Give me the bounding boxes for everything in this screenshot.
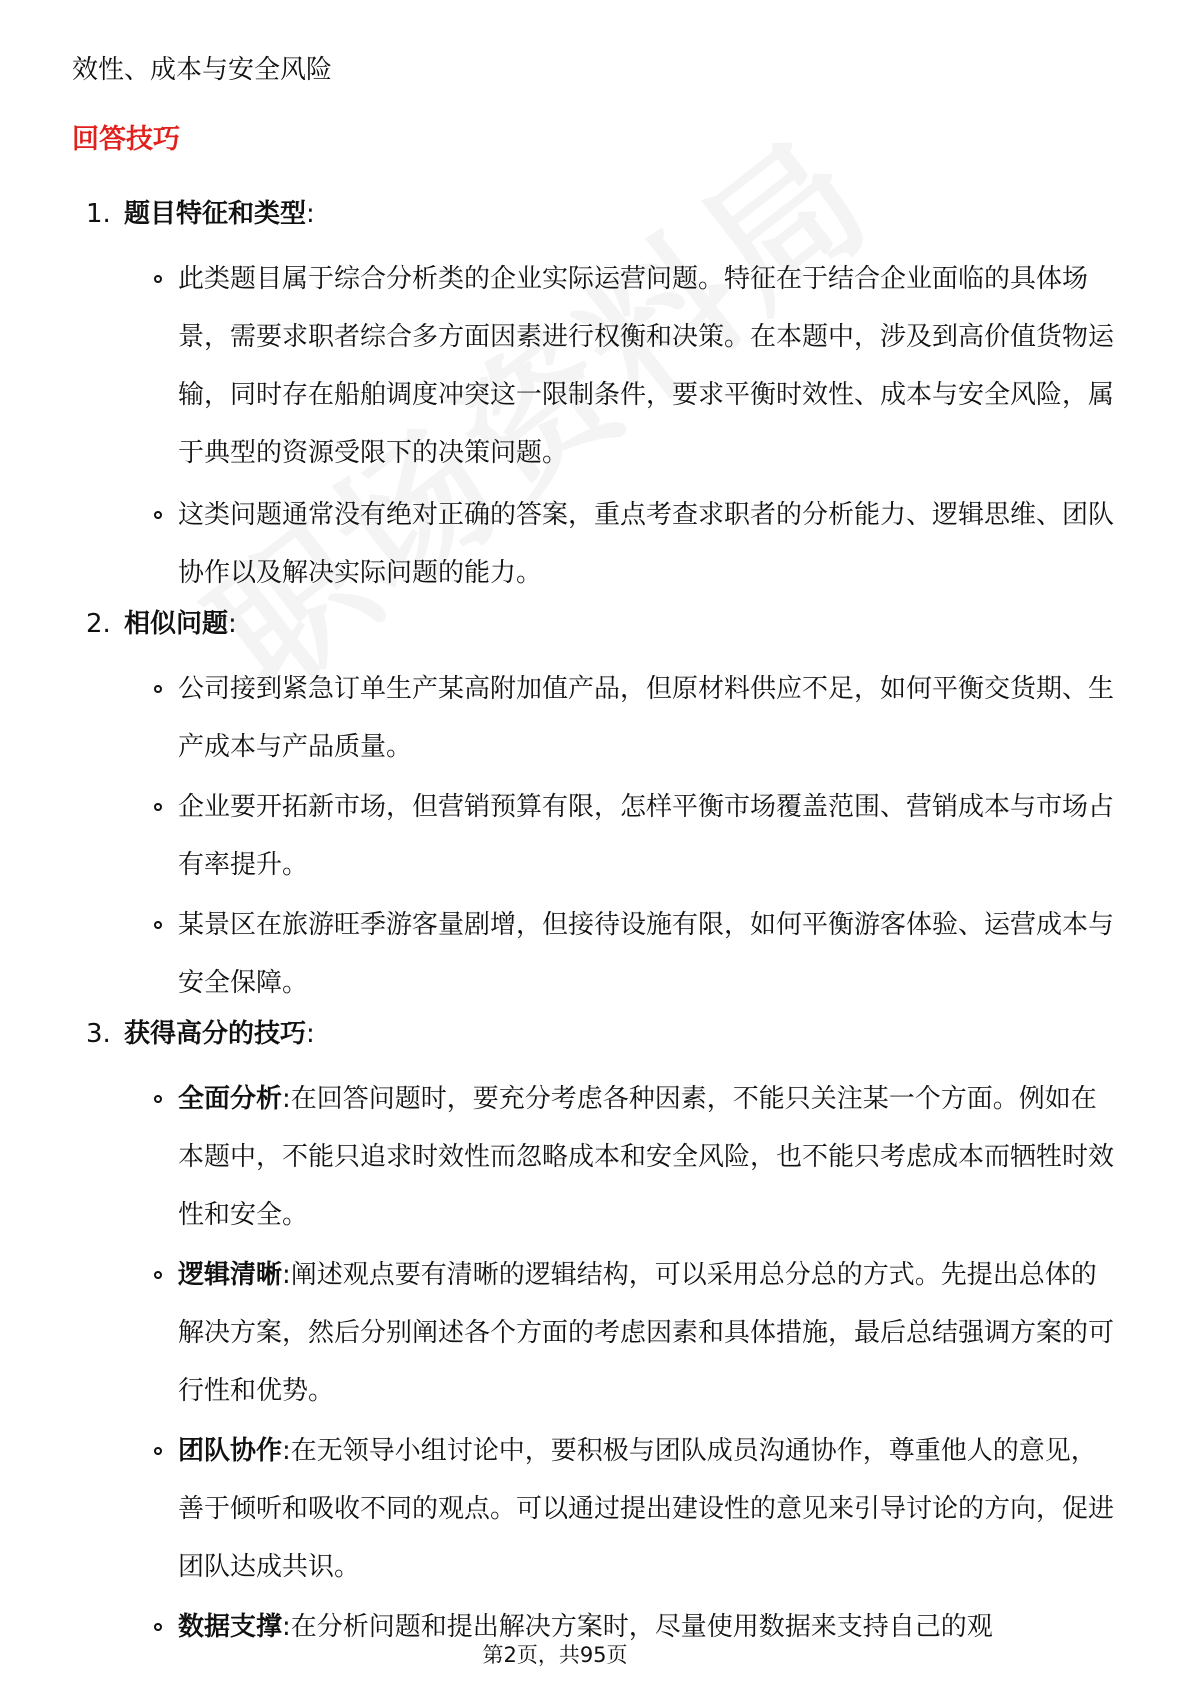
hollow-bullet-icon — [154, 685, 162, 693]
lead-text: 效性、成本与安全风险 — [72, 55, 333, 85]
sub-list-item — [72, 250, 1122, 484]
tips-list — [72, 194, 1122, 1658]
hollow-bullet-icon — [154, 511, 162, 519]
sub-list-item — [72, 1246, 1122, 1420]
hollow-bullet-icon — [154, 1623, 162, 1631]
colon: : — [306, 199, 315, 229]
colon: : — [282, 1260, 291, 1290]
list-number: 1. — [86, 199, 111, 229]
list-number: 2. — [86, 609, 111, 639]
sub-item-text: 阐述观点要有清晰的逻辑结构，可以采用总分总的方式。先提出总体的解决方案，然后分别阐述各个方面的考虑因素和具体措施，最后总结强调方案的可行性和优势。 — [178, 1260, 1115, 1406]
sub-item-text: 在回答问题时，要充分考虑各种因素，不能只关注某一个方面。例如在本题中，不能只追求时效性而忽略成本和安全风险，也不能只考虑成本而牺牲时效性和安全。 — [178, 1084, 1115, 1230]
list-item-heading — [72, 1014, 1122, 1070]
list-item-title: 题目特征和类型 — [124, 199, 307, 229]
list-item-title: 相似问题 — [124, 609, 229, 639]
hollow-bullet-icon — [154, 803, 162, 811]
list-item-title: 获得高分的技巧 — [124, 1019, 307, 1049]
colon: : — [306, 1019, 315, 1049]
colon: : — [282, 1084, 291, 1114]
sub-item-text: 此类题目属于综合分析类的企业实际运营问题。特征在于结合企业面临的具体场景，需要求职者综合多方面因素进行权衡和决策。在本题中，涉及到高价值货物运输，同时存在船舶调度冲突这一限制条件，要求平衡时效性、成本与安全风险，属于典型的资源受限下的决策问题。 — [178, 264, 1115, 468]
sub-list-item — [72, 778, 1122, 894]
colon: : — [228, 609, 237, 639]
tip-label: 全面分析 — [178, 1084, 283, 1114]
tip-label: 团队协作 — [178, 1436, 283, 1466]
hollow-bullet-icon — [154, 1271, 162, 1279]
sub-item-text: 某景区在旅游旺季游客量剧增，但接待设施有限，如何平衡游客体验、运营成本与安全保障。 — [178, 910, 1115, 998]
sub-list — [72, 660, 1122, 1012]
section-title: 回答技巧 — [72, 124, 180, 155]
list-item-heading — [72, 194, 1122, 250]
sub-item-text: 企业要开拓新市场，但营销预算有限，怎样平衡市场覆盖范围、营销成本与市场占有率提升。 — [178, 792, 1115, 880]
hollow-bullet-icon — [154, 1095, 162, 1103]
sub-list-item — [72, 660, 1122, 776]
sub-list — [72, 250, 1122, 602]
list-item — [72, 194, 1122, 602]
list-item — [72, 1014, 1122, 1656]
tip-label: 逻辑清晰 — [178, 1260, 283, 1290]
sub-list-item — [72, 486, 1122, 602]
hollow-bullet-icon — [154, 275, 162, 283]
sub-item-text: 这类问题通常没有绝对正确的答案，重点考查求职者的分析能力、逻辑思维、团队协作以及解决实际问题的能力。 — [178, 500, 1115, 588]
sub-list-item — [72, 1070, 1122, 1244]
sub-list-item — [72, 1422, 1122, 1596]
page-footer: 第2页，共95页 — [482, 1643, 628, 1667]
sub-item-text: 公司接到紧急订单生产某高附加值产品，但原材料供应不足，如何平衡交货期、生产成本与产品质量。 — [178, 674, 1115, 762]
sub-list-item — [72, 896, 1122, 1012]
sub-item-text: 在无领导小组讨论中，要积极与团队成员沟通协作，尊重他人的意见，善于倾听和吸收不同的观点。可以通过提出建设性的意见来引导讨论的方向，促进团队达成共识。 — [178, 1436, 1115, 1582]
hollow-bullet-icon — [154, 921, 162, 929]
tip-label: 数据支撑 — [178, 1612, 283, 1642]
list-number: 3. — [86, 1019, 111, 1049]
list-item — [72, 604, 1122, 1012]
colon: : — [282, 1612, 291, 1642]
hollow-bullet-icon — [154, 1447, 162, 1455]
sub-list — [72, 1070, 1122, 1656]
colon: : — [282, 1436, 291, 1466]
list-item-heading — [72, 604, 1122, 660]
sub-item-text: 在分析问题和提出解决方案时，尽量使用数据来支持自己的观 — [290, 1612, 993, 1642]
